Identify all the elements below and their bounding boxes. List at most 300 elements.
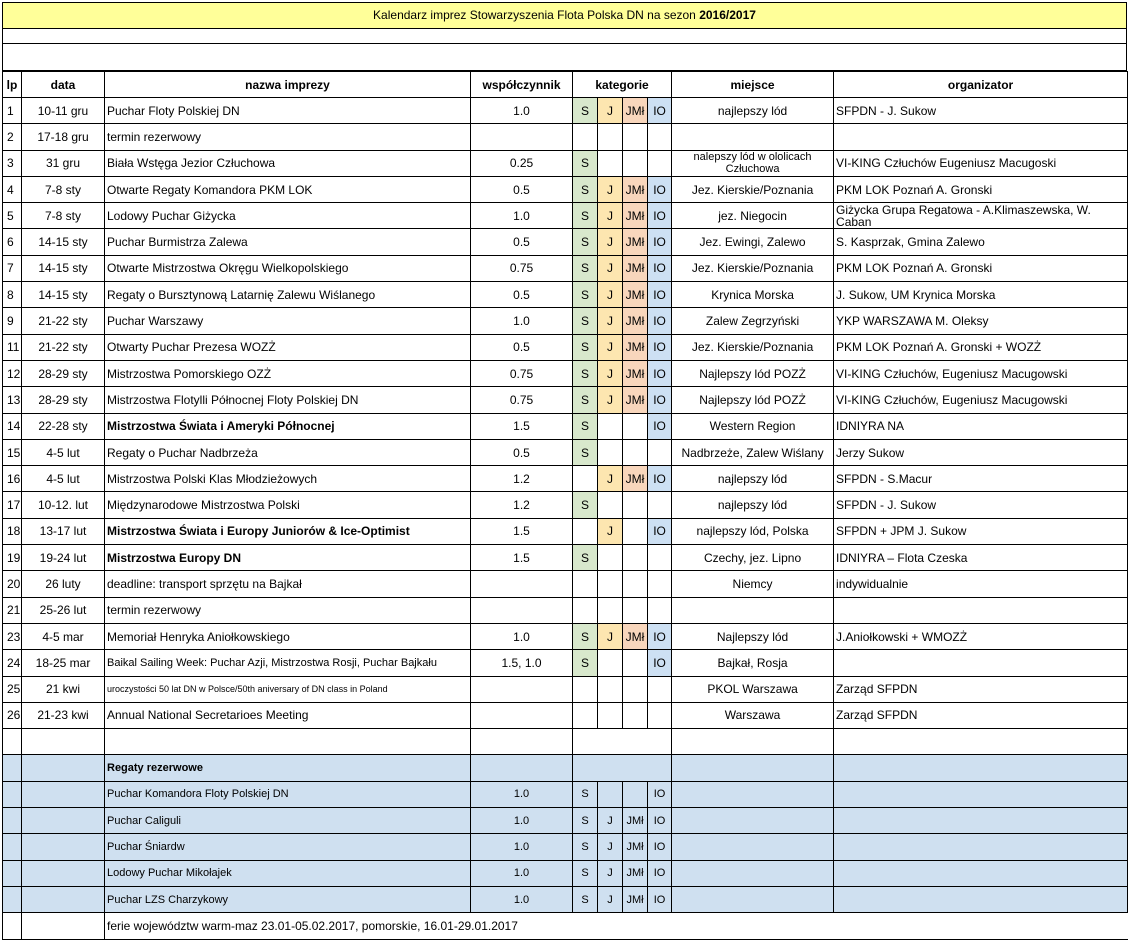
cell-category-io bbox=[648, 545, 672, 571]
cell-category-s: S bbox=[573, 886, 598, 912]
cell-event-name: Mistrzostwa Pomorskiego OZŻ bbox=[105, 360, 471, 386]
cell-empty bbox=[672, 729, 834, 755]
blank-row bbox=[2, 44, 1127, 71]
cell-organizer bbox=[834, 650, 1128, 676]
cell-category-io: IO bbox=[648, 203, 672, 229]
cell-place: Zalew Zegrzyński bbox=[672, 308, 834, 334]
cell-event-name: Puchar Caliguli bbox=[105, 808, 471, 834]
cell-place: najlepszy lód, Polska bbox=[672, 518, 834, 544]
cell-coefficient: 0.75 bbox=[471, 255, 573, 281]
cell-lp: 4 bbox=[3, 176, 22, 202]
cell-empty bbox=[22, 860, 105, 886]
cell-category-s: S bbox=[573, 623, 598, 649]
cell-empty bbox=[834, 729, 1128, 755]
cell-place: Niemcy bbox=[672, 571, 834, 597]
cell-category-io: IO bbox=[648, 650, 672, 676]
cell-organizer: PKM LOK Poznań A. Gronski bbox=[834, 255, 1128, 281]
cell-category-io: IO bbox=[648, 282, 672, 308]
cell-coefficient bbox=[471, 571, 573, 597]
cell-place: Najlepszy lód POZŻ bbox=[672, 387, 834, 413]
col-date-header: data bbox=[22, 72, 105, 98]
table-row bbox=[3, 176, 1128, 202]
cell-lp: 26 bbox=[3, 702, 22, 728]
cell-lp: 15 bbox=[3, 439, 22, 465]
cell-category-s: S bbox=[573, 203, 598, 229]
cell-place: najlepszy lód bbox=[672, 98, 834, 124]
cell-place: Krynica Morska bbox=[672, 282, 834, 308]
cell-empty bbox=[3, 755, 22, 781]
reserve-row bbox=[3, 781, 1128, 807]
cell-event-name: Regaty o Bursztynową Latarnię Zalewu Wiślanego bbox=[105, 282, 471, 308]
cell-category-j: J bbox=[598, 623, 623, 649]
cell-organizer: Zarząd SFPDN bbox=[834, 702, 1128, 728]
cell-place: jez. Niegocin bbox=[672, 203, 834, 229]
cell-category-jmh: JMł bbox=[623, 334, 648, 360]
cell-organizer: J.Aniołkowski + WMOZŻ bbox=[834, 623, 1128, 649]
cell-category-io: IO bbox=[648, 860, 672, 886]
cell-category-j: J bbox=[598, 834, 623, 860]
cell-empty bbox=[834, 755, 1128, 781]
cell-category-jmh bbox=[623, 492, 648, 518]
cell-category-jmh bbox=[623, 650, 648, 676]
cell-category-jmh bbox=[623, 676, 648, 702]
cell-category-j: J bbox=[598, 176, 623, 202]
cell-category-jmh: JMł bbox=[623, 387, 648, 413]
cell-date: 4-5 mar bbox=[22, 623, 105, 649]
cell-lp: 16 bbox=[3, 466, 22, 492]
cell-category-s: S bbox=[573, 255, 598, 281]
reserve-row bbox=[3, 860, 1128, 886]
cell-date: 31 gru bbox=[22, 150, 105, 176]
table-row bbox=[3, 545, 1128, 571]
cell-event-name: Otwarte Mistrzostwa Okręgu Wielkopolskiego bbox=[105, 255, 471, 281]
cell-category-s: S bbox=[573, 439, 598, 465]
reserve-heading: Regaty rezerwowe bbox=[105, 755, 471, 781]
cell-organizer: S. Kasprzak, Gmina Zalewo bbox=[834, 229, 1128, 255]
cell-date: 28-29 sty bbox=[22, 360, 105, 386]
reserve-heading-row bbox=[3, 755, 1128, 781]
cell-category-jmh: JMł bbox=[623, 808, 648, 834]
cell-category-s bbox=[573, 124, 598, 150]
cell-event-name: Biała Wstęga Jezior Człuchowa bbox=[105, 150, 471, 176]
cell-empty bbox=[3, 913, 22, 939]
cell-lp: 23 bbox=[3, 623, 22, 649]
cell-category-jmh bbox=[623, 150, 648, 176]
table-row bbox=[3, 360, 1128, 386]
cell-category-io bbox=[648, 492, 672, 518]
cell-lp: 13 bbox=[3, 387, 22, 413]
cell-date: 25-26 lut bbox=[22, 597, 105, 623]
cell-category-j bbox=[598, 702, 623, 728]
cell-place: Warszawa bbox=[672, 702, 834, 728]
cell-empty bbox=[3, 834, 22, 860]
cell-category-s: S bbox=[573, 98, 598, 124]
cell-event-name: uroczystości 50 lat DN w Polsce/50th aniversary of DN class in Poland bbox=[105, 676, 471, 702]
cell-organizer: SFPDN - J. Sukow bbox=[834, 98, 1128, 124]
cell-category-jmh: JMł bbox=[623, 834, 648, 860]
cell-coefficient: 1.0 bbox=[471, 98, 573, 124]
cell-place bbox=[672, 597, 834, 623]
cell-lp: 5 bbox=[3, 203, 22, 229]
cell-event-name: Baikal Sailing Week: Puchar Azji, Mistrzostwa Rosji, Puchar Bajkału bbox=[105, 650, 471, 676]
cell-category-jmh: JMł bbox=[623, 360, 648, 386]
cell-organizer: Jerzy Sukow bbox=[834, 439, 1128, 465]
cell-coefficient: 1.2 bbox=[471, 466, 573, 492]
cell-coefficient: 0.75 bbox=[471, 387, 573, 413]
cell-date: 21-22 sty bbox=[22, 334, 105, 360]
cell-lp: 9 bbox=[3, 308, 22, 334]
cell-category-io bbox=[648, 150, 672, 176]
cell-lp: 18 bbox=[3, 518, 22, 544]
cell-event-name: Puchar Floty Polskiej DN bbox=[105, 98, 471, 124]
cell-empty bbox=[22, 729, 105, 755]
cell-empty bbox=[672, 808, 834, 834]
cell-category-jmh bbox=[623, 571, 648, 597]
cell-place: Nadbrzeże, Zalew Wiślany bbox=[672, 439, 834, 465]
cell-category-j: J bbox=[598, 360, 623, 386]
cell-organizer: PKM LOK Poznań A. Gronski + WOZŻ bbox=[834, 334, 1128, 360]
cell-coefficient: 0.5 bbox=[471, 229, 573, 255]
cell-place: Bajkał, Rosja bbox=[672, 650, 834, 676]
cell-coefficient: 1.2 bbox=[471, 492, 573, 518]
cell-organizer: YKP WARSZAWA M. Oleksy bbox=[834, 308, 1128, 334]
cell-place: Western Region bbox=[672, 413, 834, 439]
cell-organizer: IDNIYRA NA bbox=[834, 413, 1128, 439]
cell-date: 7-8 sty bbox=[22, 203, 105, 229]
table-row bbox=[3, 439, 1128, 465]
cell-empty bbox=[22, 913, 105, 939]
cell-category-jmh: JMł bbox=[623, 255, 648, 281]
cell-date: 19-24 lut bbox=[22, 545, 105, 571]
cell-lp: 12 bbox=[3, 360, 22, 386]
cell-coefficient: 1.5, 1.0 bbox=[471, 650, 573, 676]
table-row bbox=[3, 98, 1128, 124]
cell-category-j: J bbox=[598, 860, 623, 886]
cell-coefficient: 1.5 bbox=[471, 545, 573, 571]
cell-coefficient: 0.5 bbox=[471, 334, 573, 360]
title-prefix: Kalendarz imprez Stowarzyszenia Flota Polska DN na sezon bbox=[373, 8, 700, 22]
cell-category-j: J bbox=[598, 886, 623, 912]
cell-organizer: VI-KING Człuchów, Eugeniusz Macugowski bbox=[834, 360, 1128, 386]
cell-category-j: J bbox=[598, 282, 623, 308]
cell-place: najlepszy lód bbox=[672, 492, 834, 518]
cell-category-j bbox=[598, 650, 623, 676]
cell-date: 21-23 kwi bbox=[22, 702, 105, 728]
cell-category-s: S bbox=[573, 176, 598, 202]
cell-category-j bbox=[598, 150, 623, 176]
cell-category-j: J bbox=[598, 255, 623, 281]
cell-date: 13-17 lut bbox=[22, 518, 105, 544]
cell-lp: 8 bbox=[3, 282, 22, 308]
cell-category-s: S bbox=[573, 387, 598, 413]
cell-category-jmh: JMł bbox=[623, 203, 648, 229]
blank-row bbox=[2, 29, 1127, 44]
cell-category-s bbox=[573, 518, 598, 544]
cell-organizer: J. Sukow, UM Krynica Morska bbox=[834, 282, 1128, 308]
cell-empty bbox=[3, 860, 22, 886]
cell-category-io: IO bbox=[648, 623, 672, 649]
footer-row bbox=[3, 913, 1128, 939]
cell-date: 26 luty bbox=[22, 571, 105, 597]
cell-event-name: Puchar LZS Charzykowy bbox=[105, 886, 471, 912]
cell-coefficient: 1.0 bbox=[471, 860, 573, 886]
footer-note: ferie województw warm-maz 23.01-05.02.2017, pomorskie, 16.01-29.01.2017 bbox=[105, 913, 1128, 939]
table-row bbox=[3, 203, 1128, 229]
cell-lp: 3 bbox=[3, 150, 22, 176]
cell-category-s: S bbox=[573, 308, 598, 334]
cell-empty bbox=[3, 886, 22, 912]
cell-category-jmh: JMł bbox=[623, 623, 648, 649]
cell-lp: 19 bbox=[3, 545, 22, 571]
cell-place: najlepszy lód bbox=[672, 466, 834, 492]
cell-category-s bbox=[573, 466, 598, 492]
cell-event-name: Mistrzostwa Świata i Europy Juniorów & Ice-Optimist bbox=[105, 518, 471, 544]
cell-coefficient: 0.5 bbox=[471, 176, 573, 202]
cell-event-name: Puchar Komandora Floty Polskiej DN bbox=[105, 781, 471, 807]
cell-event-name: Otwarte Regaty Komandora PKM LOK bbox=[105, 176, 471, 202]
cell-lp: 1 bbox=[3, 98, 22, 124]
cell-category-s: S bbox=[573, 282, 598, 308]
cell-lp: 21 bbox=[3, 597, 22, 623]
cell-event-name: Puchar Warszawy bbox=[105, 308, 471, 334]
cell-event-name: Lodowy Puchar Mikołajek bbox=[105, 860, 471, 886]
cell-category-jmh: JMł bbox=[623, 98, 648, 124]
cell-category-s: S bbox=[573, 150, 598, 176]
cell-category-s: S bbox=[573, 413, 598, 439]
document-title bbox=[2, 2, 1127, 29]
cell-place: PKOL Warszawa bbox=[672, 676, 834, 702]
cell-category-j: J bbox=[598, 203, 623, 229]
cell-category-jmh bbox=[623, 597, 648, 623]
cell-empty bbox=[22, 781, 105, 807]
cell-coefficient: 1.0 bbox=[471, 886, 573, 912]
cell-date: 22-28 sty bbox=[22, 413, 105, 439]
cell-category-j: J bbox=[598, 808, 623, 834]
cell-category-s bbox=[573, 676, 598, 702]
table-row bbox=[3, 702, 1128, 728]
cell-category-s: S bbox=[573, 360, 598, 386]
cell-organizer: SFPDN - S.Macur bbox=[834, 466, 1128, 492]
cell-category-jmh: JMł bbox=[623, 860, 648, 886]
cell-coefficient: 1.5 bbox=[471, 518, 573, 544]
cell-category-j bbox=[598, 545, 623, 571]
cell-category-io bbox=[648, 124, 672, 150]
cell-category-s: S bbox=[573, 650, 598, 676]
cell-lp: 11 bbox=[3, 334, 22, 360]
cell-organizer: Zarząd SFPDN bbox=[834, 676, 1128, 702]
cell-lp: 7 bbox=[3, 255, 22, 281]
table-row bbox=[3, 650, 1128, 676]
cell-category-io: IO bbox=[648, 781, 672, 807]
cell-organizer: VI-KING Człuchów Eugeniusz Macugoski bbox=[834, 150, 1128, 176]
cell-category-io: IO bbox=[648, 518, 672, 544]
cell-empty bbox=[3, 729, 22, 755]
cell-category-io: IO bbox=[648, 229, 672, 255]
cell-category-j bbox=[598, 492, 623, 518]
cell-date: 7-8 sty bbox=[22, 176, 105, 202]
cell-category-io: IO bbox=[648, 334, 672, 360]
cell-category-io bbox=[648, 676, 672, 702]
cell-category-jmh: JMł bbox=[623, 466, 648, 492]
cell-category-s bbox=[573, 571, 598, 597]
table-row bbox=[3, 466, 1128, 492]
cell-event-name: Mistrzostwa Świata i Ameryki Północnej bbox=[105, 413, 471, 439]
cell-category-io bbox=[648, 571, 672, 597]
cell-place: Jez. Kierskie/Poznania bbox=[672, 334, 834, 360]
cell-coefficient: 1.0 bbox=[471, 781, 573, 807]
cell-category-io: IO bbox=[648, 886, 672, 912]
cell-category-jmh: JMł bbox=[623, 886, 648, 912]
cell-empty bbox=[573, 729, 672, 755]
cell-date: 14-15 sty bbox=[22, 229, 105, 255]
cell-category-io: IO bbox=[648, 466, 672, 492]
cell-empty bbox=[834, 860, 1128, 886]
cell-place: Najlepszy lód bbox=[672, 623, 834, 649]
cell-organizer bbox=[834, 597, 1128, 623]
cell-event-name: Lodowy Puchar Giżycka bbox=[105, 203, 471, 229]
cell-lp: 6 bbox=[3, 229, 22, 255]
cell-category-jmh bbox=[623, 413, 648, 439]
cell-coefficient bbox=[471, 597, 573, 623]
col-name-header: nazwa imprezy bbox=[105, 72, 471, 98]
cell-coefficient: 0.5 bbox=[471, 439, 573, 465]
cell-coefficient: 0.25 bbox=[471, 150, 573, 176]
cell-category-j bbox=[598, 597, 623, 623]
cell-organizer: SFPDN + JPM J. Sukow bbox=[834, 518, 1128, 544]
cell-coefficient: 1.0 bbox=[471, 203, 573, 229]
cell-coefficient: 1.0 bbox=[471, 808, 573, 834]
cell-empty bbox=[471, 729, 573, 755]
cell-empty bbox=[834, 834, 1128, 860]
cell-place bbox=[672, 124, 834, 150]
cell-date: 10-11 gru bbox=[22, 98, 105, 124]
cell-empty bbox=[3, 808, 22, 834]
cell-category-j: J bbox=[598, 98, 623, 124]
cell-category-j: J bbox=[598, 229, 623, 255]
col-categories-header: kategorie bbox=[573, 72, 672, 98]
table-row bbox=[3, 150, 1128, 176]
cell-category-jmh bbox=[623, 545, 648, 571]
table-body bbox=[3, 98, 1128, 940]
cell-category-jmh: JMł bbox=[623, 229, 648, 255]
cell-category-jmh: JMł bbox=[623, 308, 648, 334]
cell-lp: 17 bbox=[3, 492, 22, 518]
cell-event-name: termin rezerwowy bbox=[105, 124, 471, 150]
col-lp-header: lp bbox=[3, 72, 22, 98]
cell-date: 18-25 mar bbox=[22, 650, 105, 676]
cell-category-io: IO bbox=[648, 308, 672, 334]
cell-date: 21 kwi bbox=[22, 676, 105, 702]
cell-coefficient: 0.75 bbox=[471, 360, 573, 386]
cell-empty bbox=[22, 808, 105, 834]
cell-category-j bbox=[598, 676, 623, 702]
cell-category-s: S bbox=[573, 334, 598, 360]
cell-date: 28-29 sty bbox=[22, 387, 105, 413]
col-coef-header: współczynnik bbox=[471, 72, 573, 98]
cell-empty bbox=[105, 729, 471, 755]
cell-event-name: termin rezerwowy bbox=[105, 597, 471, 623]
cell-category-io: IO bbox=[648, 808, 672, 834]
table-row bbox=[3, 413, 1128, 439]
cell-coefficient bbox=[471, 702, 573, 728]
cell-empty bbox=[834, 781, 1128, 807]
cell-category-io bbox=[648, 702, 672, 728]
cell-coefficient: 1.0 bbox=[471, 623, 573, 649]
cell-event-name: Annual National Secretarioes Meeting bbox=[105, 702, 471, 728]
cell-coefficient: 1.0 bbox=[471, 308, 573, 334]
cell-category-s: S bbox=[573, 808, 598, 834]
cell-empty bbox=[672, 834, 834, 860]
cell-empty bbox=[834, 886, 1128, 912]
reserve-row bbox=[3, 886, 1128, 912]
cell-event-name: Otwarty Puchar Prezesa WOZŻ bbox=[105, 334, 471, 360]
cell-empty bbox=[672, 781, 834, 807]
cell-category-jmh: JMł bbox=[623, 282, 648, 308]
cell-category-s: S bbox=[573, 492, 598, 518]
cell-event-name: Memoriał Henryka Aniołkowskiego bbox=[105, 623, 471, 649]
table-row bbox=[3, 492, 1128, 518]
cell-place: Jez. Ewingi, Zalewo bbox=[672, 229, 834, 255]
cell-category-io: IO bbox=[648, 413, 672, 439]
cell-category-jmh bbox=[623, 702, 648, 728]
cell-lp: 2 bbox=[3, 124, 22, 150]
cell-coefficient: 1.5 bbox=[471, 413, 573, 439]
cell-category-jmh bbox=[623, 781, 648, 807]
title-season: 2016/2017 bbox=[699, 8, 756, 22]
cell-category-jmh bbox=[623, 439, 648, 465]
cell-date: 14-15 sty bbox=[22, 282, 105, 308]
cell-event-name: Puchar Śniardw bbox=[105, 834, 471, 860]
cell-category-s: S bbox=[573, 834, 598, 860]
cell-organizer: Giżycka Grupa Regatowa - A.Klimaszewska, W. Caban bbox=[834, 203, 1128, 229]
table-row bbox=[3, 387, 1128, 413]
table-row bbox=[3, 571, 1128, 597]
calendar-table bbox=[2, 71, 1128, 940]
cell-category-j bbox=[598, 781, 623, 807]
cell-category-io: IO bbox=[648, 360, 672, 386]
col-place-header: miejsce bbox=[672, 72, 834, 98]
cell-organizer bbox=[834, 124, 1128, 150]
cell-organizer: VI-KING Człuchów, Eugeniusz Macugowski bbox=[834, 387, 1128, 413]
cell-event-name: Mistrzostwa Polski Klas Młodzieżowych bbox=[105, 466, 471, 492]
cell-event-name: Puchar Burmistrza Zalewa bbox=[105, 229, 471, 255]
cell-category-j bbox=[598, 124, 623, 150]
cell-category-s bbox=[573, 702, 598, 728]
cell-category-s: S bbox=[573, 229, 598, 255]
cell-category-io bbox=[648, 597, 672, 623]
cell-category-jmh: JMł bbox=[623, 176, 648, 202]
cell-date: 4-5 lut bbox=[22, 439, 105, 465]
cell-empty bbox=[672, 860, 834, 886]
cell-organizer: IDNIYRA – Flota Czeska bbox=[834, 545, 1128, 571]
cell-category-j: J bbox=[598, 334, 623, 360]
cell-empty bbox=[3, 781, 22, 807]
cell-coefficient bbox=[471, 676, 573, 702]
cell-empty bbox=[22, 834, 105, 860]
header-row bbox=[3, 72, 1128, 98]
cell-empty bbox=[573, 755, 672, 781]
cell-category-io: IO bbox=[648, 387, 672, 413]
table-row bbox=[3, 255, 1128, 281]
cell-category-j: J bbox=[598, 387, 623, 413]
reserve-row bbox=[3, 808, 1128, 834]
cell-lp: 20 bbox=[3, 571, 22, 597]
cell-organizer: PKM LOK Poznań A. Gronski bbox=[834, 176, 1128, 202]
cell-category-s bbox=[573, 597, 598, 623]
cell-category-j bbox=[598, 413, 623, 439]
cell-category-io: IO bbox=[648, 834, 672, 860]
table-row bbox=[3, 334, 1128, 360]
